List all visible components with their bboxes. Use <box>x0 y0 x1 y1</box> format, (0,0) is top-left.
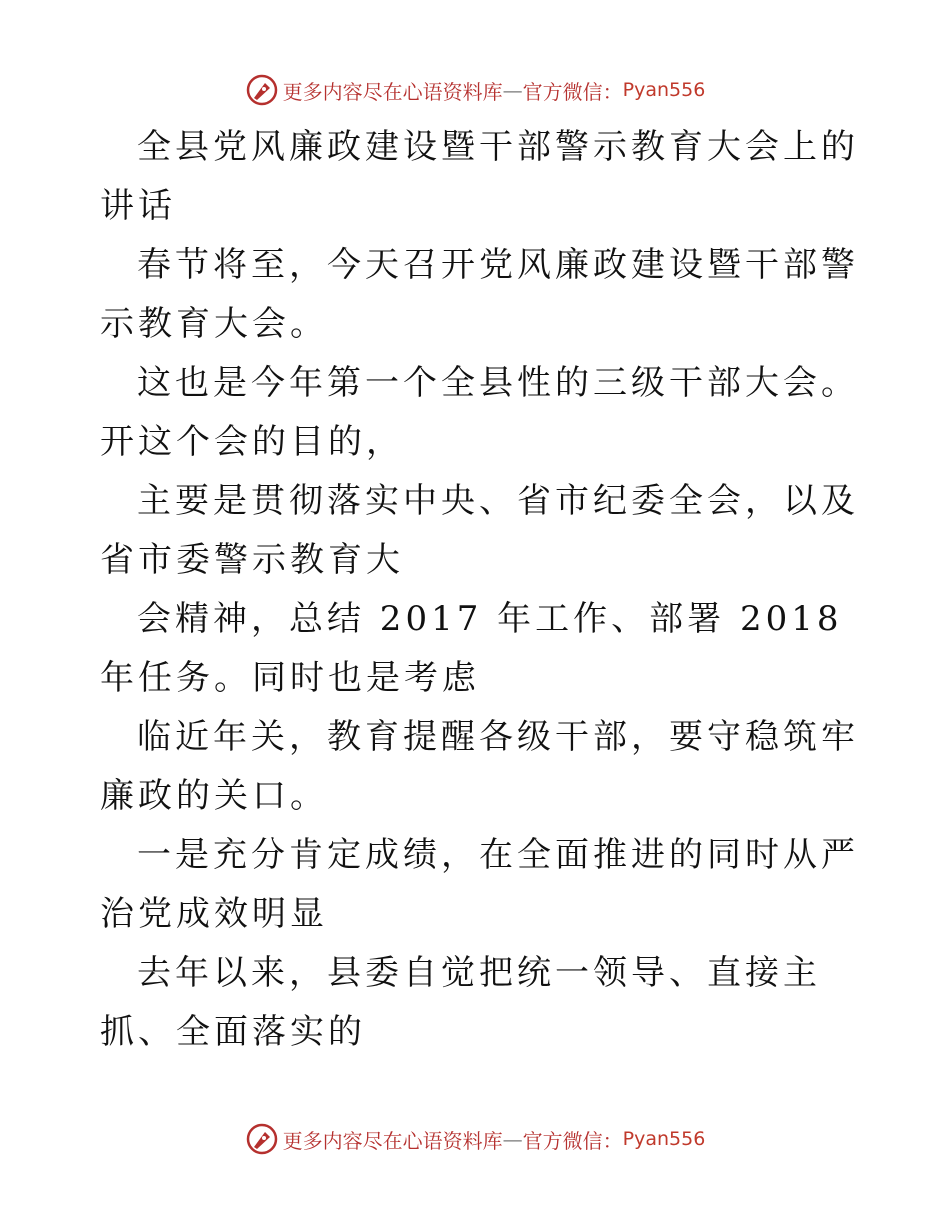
pen-nib-logo-icon <box>245 73 279 107</box>
paragraph: 一是充分肯定成绩，在全面推进的同时从严治党成效明显 <box>100 835 859 934</box>
banner-text: 更多内容尽在心语资料库 <box>282 1128 503 1153</box>
paragraph: 主要是贯彻落实中央、省市纪委全会，以及省市委警示教育大 <box>100 481 859 580</box>
document-title: 全县党风廉政建设暨干部警示教育大会上的讲话 <box>100 127 859 226</box>
banner-wechat-id: Pyan556 <box>622 1128 706 1150</box>
paragraph: 去年以来，县委自觉把统一领导、直接主抓、全面落实的 <box>100 953 821 1052</box>
paragraph: 这也是今年第一个全县性的三级干部大会。开这个会的目的， <box>100 363 859 462</box>
pen-nib-logo-icon <box>245 1122 279 1156</box>
banner-wechat-label: 官方微信： <box>522 1128 623 1153</box>
header-banner <box>0 72 950 108</box>
banner-dash: — <box>502 78 523 102</box>
banner-text: 更多内容尽在心语资料库 <box>282 79 503 104</box>
paragraph: 会精神，总结 2017 年工作、部署 2018 年任务。同时也是考虑 <box>100 599 843 698</box>
paragraph: 春节将至，今天召开党风廉政建设暨干部警示教育大会。 <box>100 245 859 344</box>
document-body <box>100 118 860 1062</box>
banner-dash: — <box>502 1127 523 1151</box>
footer-banner <box>0 1121 950 1157</box>
paragraph: 临近年关，教育提醒各级干部，要守稳筑牢廉政的关口。 <box>100 717 859 816</box>
banner-wechat-label: 官方微信： <box>522 79 623 104</box>
banner-wechat-id: Pyan556 <box>622 79 706 101</box>
